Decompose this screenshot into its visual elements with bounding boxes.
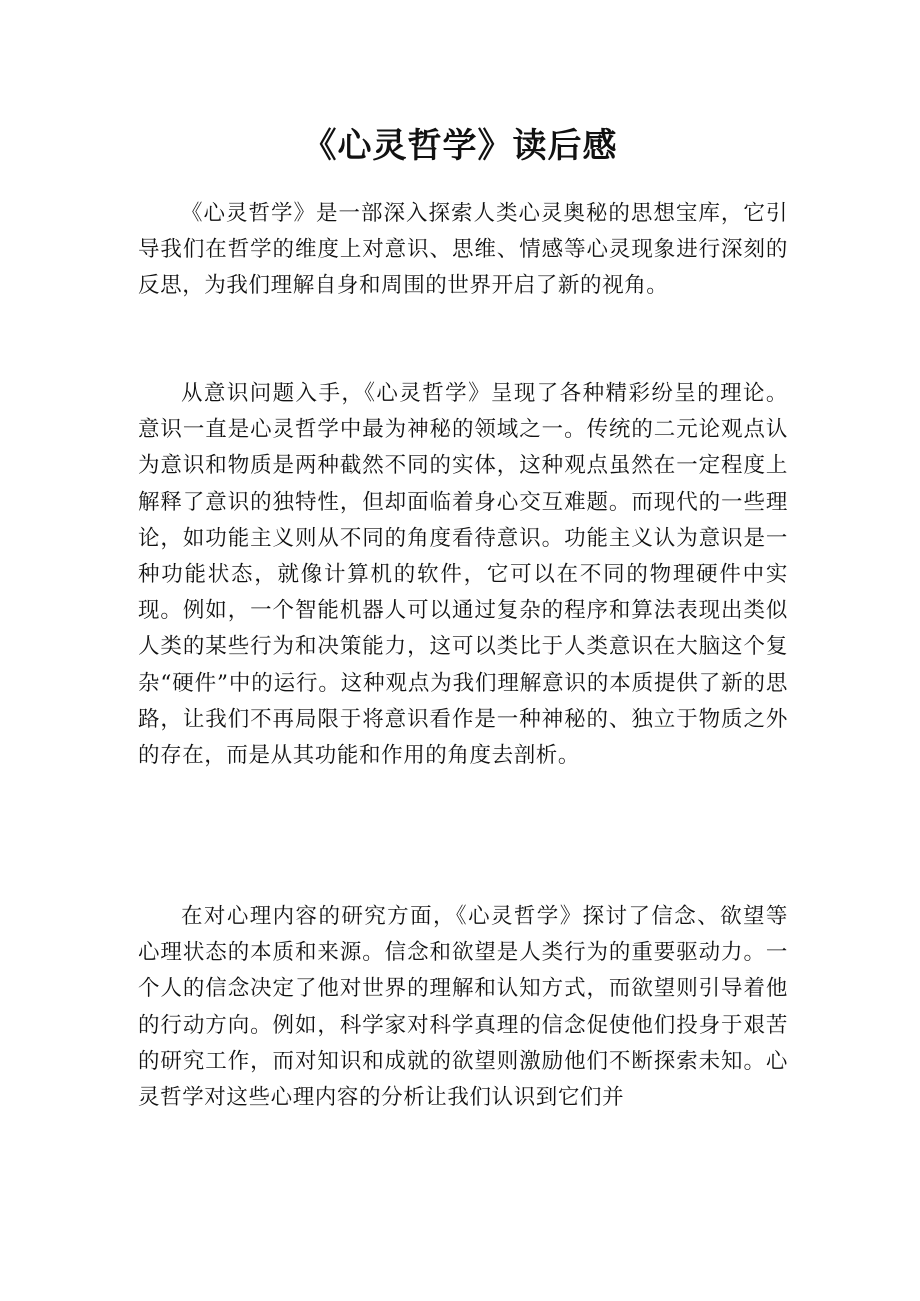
paragraph-3: 在对心理内容的研究方面，《心灵哲学》探讨了信念、欲望等心理状态的本质和来源。信念和欲望是人类行为的重要驱动力。一个人的信念决定了他对世界的理解和认知方式，而欲望则引导着他的行动方向。例如，科学家对科学真理的信念促使他们投身于艰苦的研究工作，而对知识和成就的欲望则激励他们不断探索未知。心灵哲学对这些心理内容的分析让我们认识到它们并 bbox=[138, 904, 788, 1111]
document-title: 《心灵哲学》读后感 bbox=[302, 126, 618, 166]
paragraph-1: 《心灵哲学》是一部深入探索人类心灵奥秘的思想宝库，它引导我们在哲学的维度上对意识、思维、情感等心灵现象进行深刻的反思，为我们理解自身和周围的世界开启了新的视角。 bbox=[138, 201, 788, 299]
paragraph-2: 从意识问题入手，《心灵哲学》呈现了各种精彩纷呈的理论。意识一直是心灵哲学中最为神秘的领域之一。传统的二元论观点认为意识和物质是两种截然不同的实体，这种观点虽然在一定程度上解释了意识的独特性，但却面临着身心交互难题。而现代的一些理论，如功能主义则从不同的角度看待意识。功能主义认为意识是一种功能状态，就像计算机的软件，它可以在不同的物理硬件中实现。例如，一个智能机器人可以通过复杂的程序和算法表现出类似人类的某些行为和决策能力，这可以类比于人类意识在大脑这个复杂“硬件”中的运行。这种观点为我们理解意识的本质提供了新的思路，让我们不再局限于将意识看作是一种神秘的、独立于物质之外的存在，而是从其功能和作用的角度去剖析。 bbox=[138, 381, 788, 769]
